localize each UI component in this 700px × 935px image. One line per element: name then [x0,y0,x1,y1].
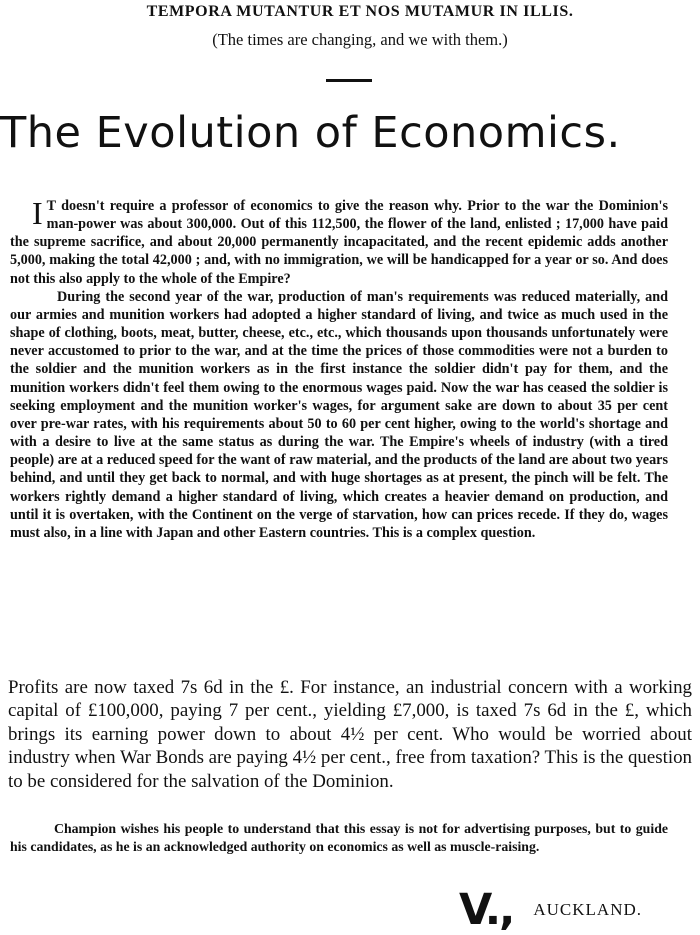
paragraph-2: During the second year of the war, production of man's requirements was reduced materially, and our armies and munition workers had adopted a higher standard of living, and twice as much used in the shape of clothing, boots, meat, butter, cheese, etc., etc., which thousands upon thousands unfortunately were never accustomed to prior to the war, and at the time the prices of those commodities were not a burden to the soldier and the munition workers as in the first instance the soldier didn't pay for them, and the munition workers didn't feel them owing to the enormous wages paid. Now the war has ceased the soldier is seeking employment and the munition worker's wages, for argument sake are down to about 35 per cent over pre-war rates, with his requirements about 50 to 60 per cent higher, owing to the world's shortage and with a desire to live at the same status as during the war. The Empire's wheels of industry (with a tired people) are at a reduced speed for the want of raw material, and the products of the land are about two years behind, and until they get back to normal, and with huge shortages as at present, the pinch will be felt. The workers rightly demand a higher standard of living, which creates a heavier demand on production, and until it is overtaken, with the Continent on the verge of starvation, how can prices recede. If they do, wages must also, in a line with Japan and other Eastern countries. This is a complex question. [10,288,668,541]
signature-place: AUCKLAND. [533,900,642,919]
divider-rule [326,79,372,82]
latin-motto: TEMPORA MUTANTUR ET NOS MUTAMUR IN ILLIS. [146,3,574,20]
drop-cap: I [32,195,43,231]
paragraph-1 [10,197,668,288]
signature-initial: V., [458,885,514,935]
paragraph-1-text: T doesn't require a professor of economics to give the reason why. Prior to the war the Dominion's man-power was about 300,000. Out of this 112,500, the flower of the land, enlisted ; 17,000 have paid the supreme sacrifice, and about 20,000 permanently incapacitated, and the recent epidemic adds another 5,000, making the total 42,000 ; and, with no immigration, we will be handicapped for a year or so. And does not this also apply to the whole of the Empire? [10,198,668,287]
paragraph-3: Profits are now taxed 7s 6d in the £. For instance, an industrial concern with a working capital of £100,000, paying 7 per cent., yielding £7,000, is taxed 7s 6d in the £, which brings its earning power down to about 4½ per cent. Who would be worried about industry when War Bonds are paying 4½ per cent., free from taxation? This is the question to be considered for the salvation of the Dominion. [8,677,692,792]
headline: The Evolution of Economics. [0,108,621,158]
signature [459,885,642,935]
motto-translation: (The times are changing, and we with them.) [212,30,508,49]
profits-paragraph [8,676,692,793]
champion-note [10,820,668,855]
article-body [10,197,668,542]
note-text: Champion wishes his people to understand that this essay is not for advertising purposes, but to guide his candidates, as he is an acknowledged authority on economics as well as muscle-raising. [10,821,668,854]
